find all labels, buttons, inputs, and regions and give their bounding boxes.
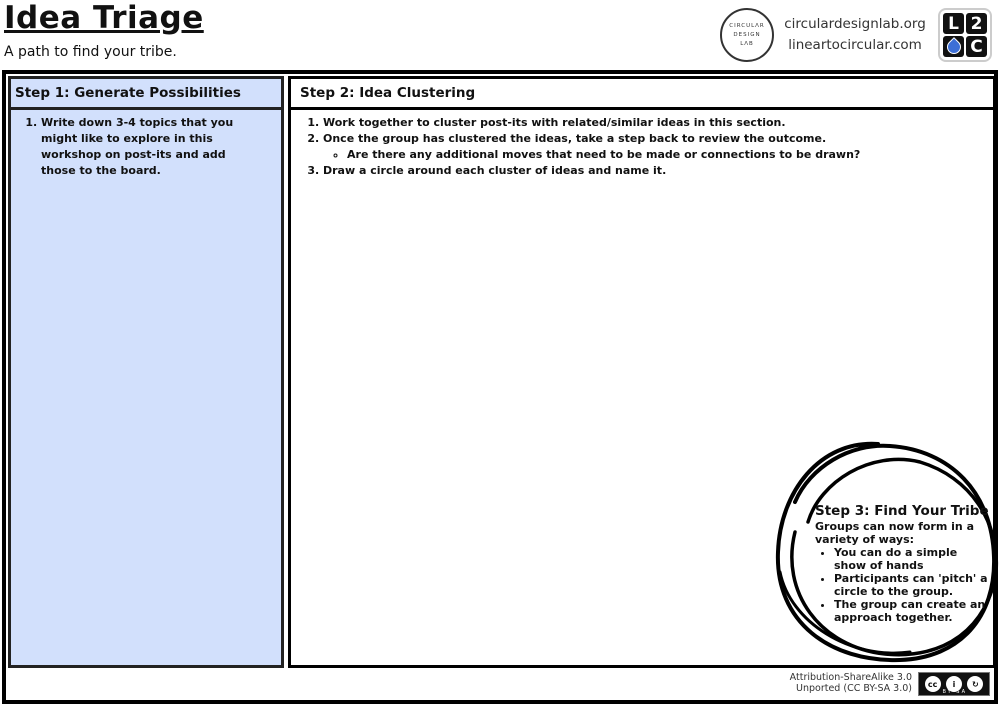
step2-header <box>291 79 993 110</box>
list-item: • Participants can 'pitch' a circle to the group. <box>834 572 990 598</box>
share-alike-icon: ↻ <box>967 676 983 692</box>
step1-header <box>11 79 281 110</box>
page-title: Idea Triage <box>4 0 204 36</box>
attribution-icon: i <box>946 676 962 692</box>
list-item <box>323 131 971 163</box>
l2c-letter-c: C <box>966 36 987 57</box>
l2c-letter-l: L <box>943 13 964 34</box>
cc-icon: cc <box>925 676 941 692</box>
list-item: 1. Write down 3-4 topics that you might like to explore in this workshop on post-its and add those to the board. <box>41 115 261 179</box>
step3-title: Step 3: Find Your Tribe <box>815 503 989 519</box>
l2c-letter-2: 2 <box>966 13 987 34</box>
list-item-text: Once the group has clustered the ideas, take a step back to review the outcome. <box>323 132 827 145</box>
step1-column <box>8 76 284 668</box>
circular-design-lab-logo <box>720 8 774 62</box>
license-line: Unported (CC BY-SA 3.0) <box>796 683 912 694</box>
list-item: • The group can create an approach together. <box>834 598 990 624</box>
footer <box>6 670 994 700</box>
logo-line: LΛB <box>740 40 754 47</box>
license-text <box>790 672 912 694</box>
logo-line: DESIGN <box>733 31 761 38</box>
site-links <box>784 14 926 56</box>
cc-badge-label: BY SA <box>942 689 967 695</box>
sub-list-item: ◦ Are there any additional moves that need to be made or connections to be drawn? <box>347 147 971 163</box>
list-item: 3. Draw a circle around each cluster of ideas and name it. <box>323 163 971 179</box>
site-link-lineartocircular[interactable]: lineartocircular.com <box>788 37 922 53</box>
step3-intro: Groups can now form in a variety of ways: <box>815 520 974 546</box>
list-item: 1. Work together to cluster post-its with related/similar ideas in this section. <box>323 115 971 131</box>
drop-icon <box>943 36 964 57</box>
license-line: Attribution-ShareAlike 3.0 <box>789 672 912 683</box>
step2-instructions <box>311 115 971 179</box>
step1-title: Step 1: Generate Possibilities <box>15 85 241 101</box>
site-link-circulardesignlab[interactable]: circulardesignlab.org <box>784 16 926 32</box>
l2c-logo <box>938 8 992 62</box>
step3-panel <box>815 503 990 624</box>
step2-title: Step 2: Idea Clustering <box>300 85 476 101</box>
logo-line: CIRCULΛR <box>729 22 765 29</box>
page-subtitle: A path to find your tribe. <box>4 44 177 60</box>
cc-by-sa-badge[interactable] <box>918 672 990 696</box>
list-item: • You can do a simple show of hands <box>834 546 990 572</box>
step1-instructions <box>29 115 261 179</box>
